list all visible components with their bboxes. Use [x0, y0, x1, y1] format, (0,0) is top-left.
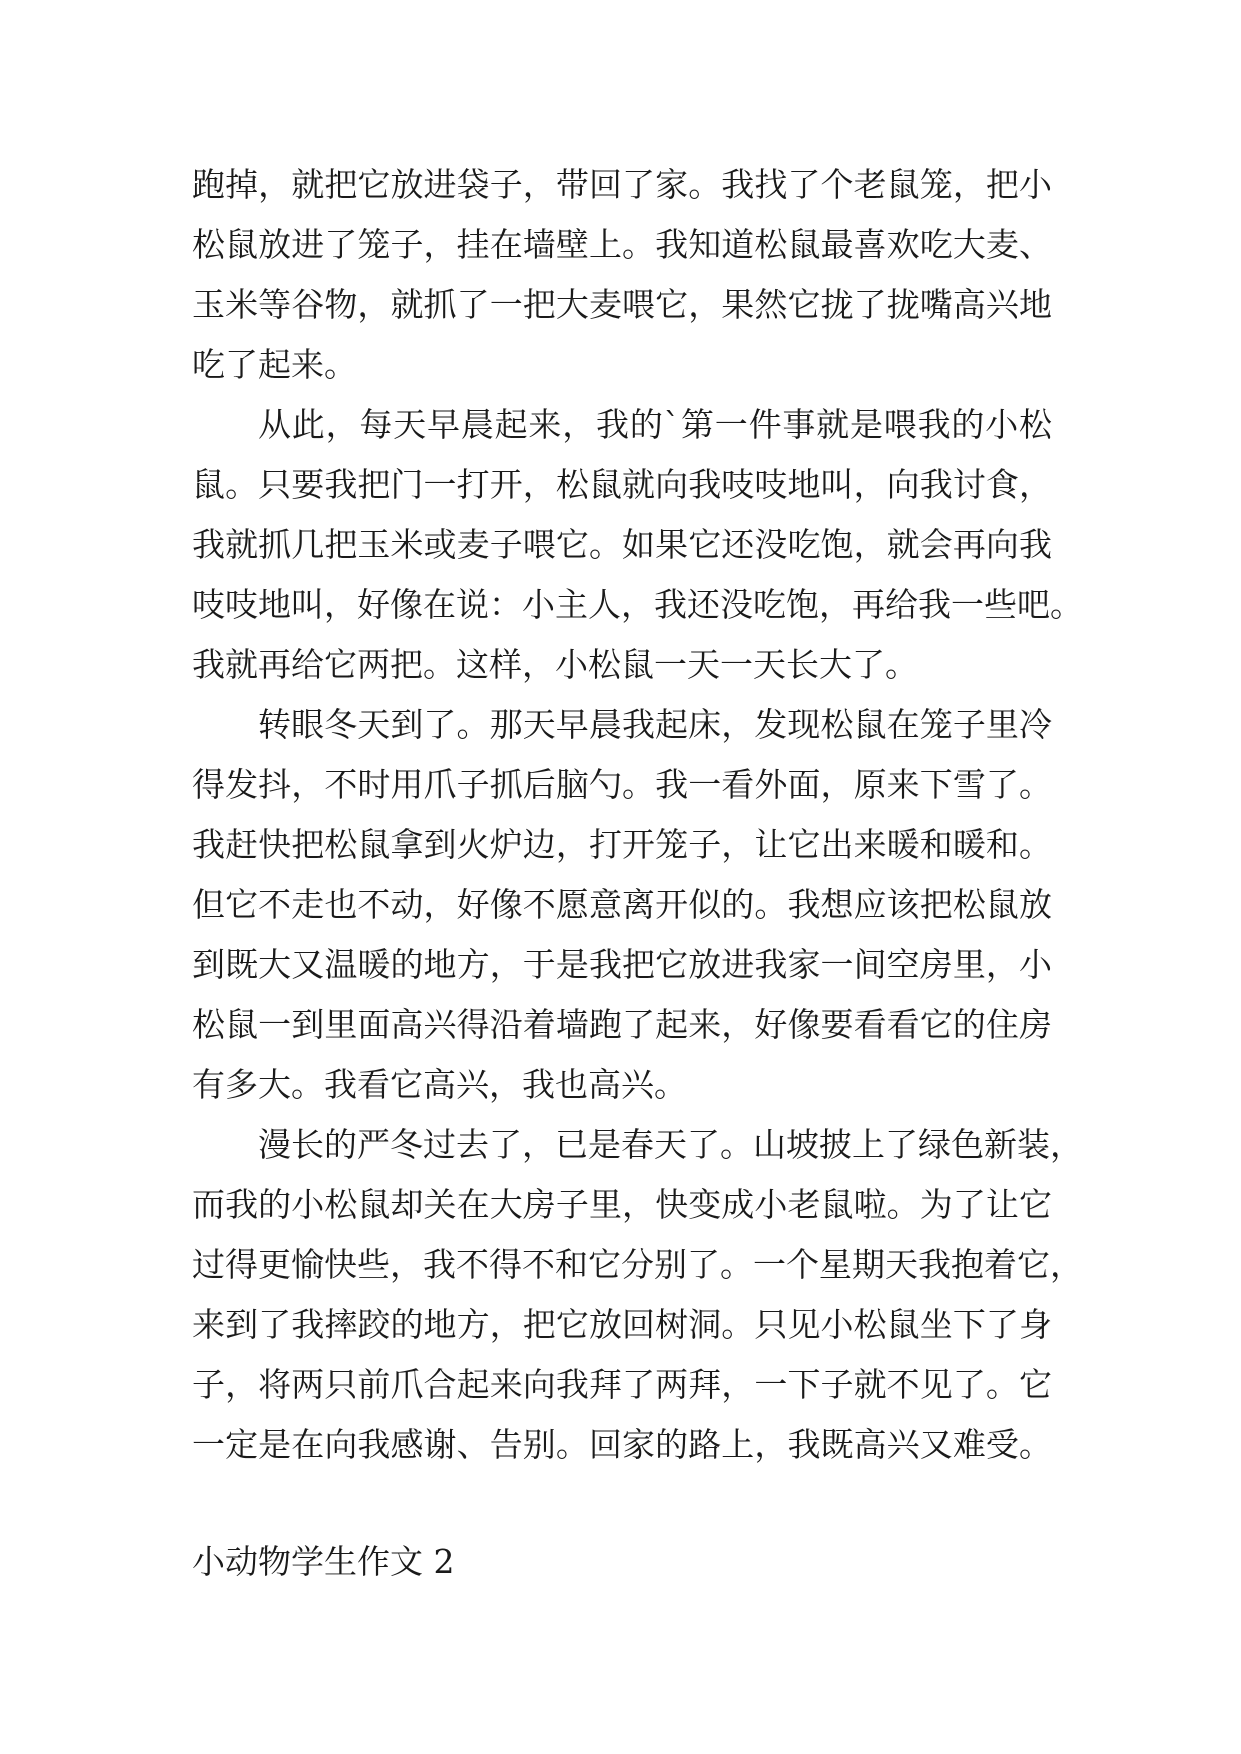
text-line: 吱吱地叫，好像在说：小主人，我还没吃饱，再给我一些吧。 [192, 585, 1083, 624]
paragraph [192, 695, 1052, 1115]
text-line: 而我的小松鼠却关在大房子里，快变成小老鼠啦。为了让它 [192, 1185, 1052, 1224]
text-line: 过得更愉快些，我不得不和它分别了。一个星期天我抱着它， [192, 1245, 1083, 1284]
section-gap [192, 1475, 1052, 1532]
text-line: 鼠。只要我把门一打开，松鼠就向我吱吱地叫，向我讨食， [192, 465, 1052, 504]
text-line: 来到了我摔跤的地方，把它放回树洞。只见小松鼠坐下了身 [192, 1305, 1052, 1344]
section-heading: 小动物学生作文 2 [192, 1542, 455, 1581]
text-line: 到既大又温暖的地方，于是我把它放进我家一间空房里，小 [192, 945, 1052, 984]
paragraph [192, 395, 1083, 695]
text-line: 漫长的严冬过去了，已是春天了。山坡披上了绿色新装， [258, 1125, 1083, 1164]
text-line: 转眼冬天到了。那天早晨我起床，发现松鼠在笼子里冷 [258, 705, 1052, 744]
text-line: 松鼠一到里面高兴得沿着墙跑了起来，好像要看看它的住房 [192, 1005, 1052, 1044]
text-line: 跑掉，就把它放进袋子，带回了家。我找了个老鼠笼，把小 [192, 165, 1052, 204]
text-line: 从此，每天早晨起来，我的`第一件事就是喂我的小松 [258, 405, 1052, 444]
text-line: 我就再给它两把。这样，小松鼠一天一天长大了。 [192, 645, 918, 684]
text-line: 吃了起来。 [192, 345, 357, 384]
text-line: 得发抖，不时用爪子抓后脑勺。我一看外面，原来下雪了。 [192, 765, 1052, 804]
text-line: 我赶快把松鼠拿到火炉边，打开笼子，让它出来暖和暖和。 [192, 825, 1052, 864]
paragraph [192, 155, 1052, 395]
document-page [192, 155, 1083, 1592]
text-line: 子，将两只前爪合起来向我拜了两拜，一下子就不见了。它 [192, 1365, 1052, 1404]
text-line: 但它不走也不动，好像不愿意离开似的。我想应该把松鼠放 [192, 885, 1052, 924]
paragraph [192, 1115, 1083, 1475]
text-line: 松鼠放进了笼子，挂在墙壁上。我知道松鼠最喜欢吃大麦、 [192, 225, 1052, 264]
text-line: 有多大。我看它高兴，我也高兴。 [192, 1065, 687, 1104]
text-line: 玉米等谷物，就抓了一把大麦喂它，果然它拢了拢嘴高兴地 [192, 285, 1052, 324]
text-line: 一定是在向我感谢、告别。回家的路上，我既高兴又难受。 [192, 1425, 1052, 1464]
text-line: 我就抓几把玉米或麦子喂它。如果它还没吃饱，就会再向我 [192, 525, 1052, 564]
